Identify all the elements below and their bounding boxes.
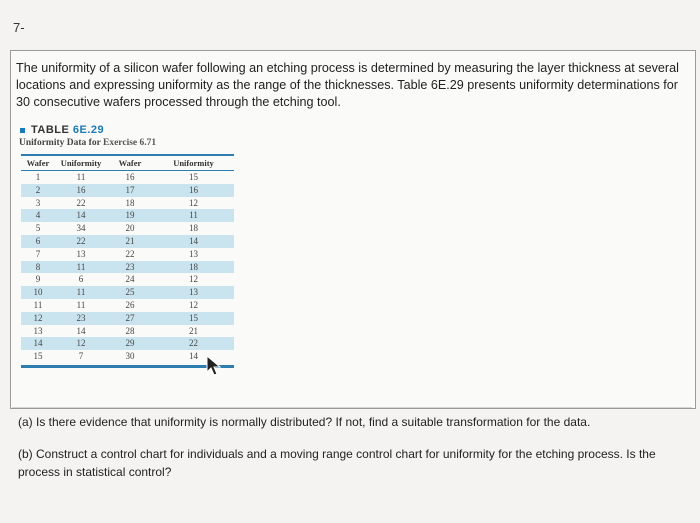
cell-uniformity: 16	[189, 184, 198, 195]
cell-wafer: 22	[125, 248, 135, 259]
cell-wafer: 21	[125, 235, 135, 246]
table-row	[21, 350, 234, 363]
cell-uniformity: 11	[189, 210, 198, 221]
cell-wafer: 17	[125, 184, 135, 195]
question-number: 7-	[13, 20, 25, 35]
cell-wafer: 30	[125, 351, 135, 362]
bullet-square-icon	[20, 128, 25, 133]
cell-wafer: 14	[33, 338, 43, 349]
table-bottom-rule	[21, 365, 234, 368]
cell-uniformity: 13	[189, 287, 198, 298]
cell-wafer: 15	[33, 351, 43, 362]
cell-uniformity: 14	[76, 325, 86, 336]
table-row	[21, 273, 234, 286]
cell-uniformity: 6	[78, 274, 84, 285]
cell-uniformity: 22	[76, 235, 86, 246]
cell-uniformity: 7	[78, 351, 84, 362]
table-row	[21, 337, 234, 350]
cell-wafer: 28	[125, 325, 135, 336]
cell-uniformity: 13	[189, 248, 198, 259]
cell-wafer: 6	[35, 235, 41, 246]
cell-uniformity: 12	[189, 299, 198, 310]
cell-uniformity: 11	[76, 261, 86, 272]
table-row	[21, 248, 234, 261]
cell-wafer: 29	[125, 338, 135, 349]
cell-uniformity: 12	[189, 274, 198, 285]
cell-uniformity: 18	[189, 223, 198, 234]
part-a-question: (a) Is there evidence that uniformity is normally distributed? If not, find a suitable transformation for the data.	[18, 415, 591, 429]
cell-wafer: 11	[33, 299, 43, 310]
cell-wafer: 24	[125, 274, 135, 285]
cell-uniformity: 15	[189, 172, 198, 182]
cell-uniformity: 18	[189, 261, 198, 272]
cell-wafer: 9	[35, 274, 41, 285]
table-row	[21, 261, 234, 274]
cell-wafer: 23	[125, 261, 135, 272]
cell-uniformity: 14	[189, 351, 198, 362]
table-subtitle	[19, 138, 156, 148]
cell-wafer: 7	[35, 248, 41, 259]
table-row	[21, 299, 234, 312]
cell-uniformity: 23	[76, 312, 86, 323]
cell-wafer: 25	[125, 287, 135, 298]
table-row	[21, 209, 234, 222]
cell-uniformity: 15	[189, 312, 198, 323]
header-uniformity-1: Uniformity	[60, 158, 102, 168]
cell-uniformity: 34	[76, 223, 86, 234]
table-row	[21, 171, 234, 184]
cell-uniformity: 16	[76, 184, 86, 195]
cell-uniformity: 11	[76, 287, 86, 298]
table-row	[21, 235, 234, 248]
cell-wafer: 13	[33, 325, 43, 336]
table-body	[21, 171, 234, 363]
cell-wafer: 3	[35, 197, 41, 208]
cell-wafer: 2	[35, 184, 41, 195]
cell-wafer: 19	[125, 210, 135, 221]
table-subtitle-ref: Exercise 6.71	[103, 138, 157, 148]
cell-uniformity: 12	[76, 338, 86, 349]
table-row	[21, 197, 234, 210]
table-label-prefix: TABLE	[31, 124, 70, 136]
part-b-question: (b) Construct a control chart for individuals and a moving range control chart for uniformity for the etching process. Is the process in statistical control?	[18, 447, 656, 479]
cell-wafer: 8	[35, 261, 41, 272]
cell-uniformity: 11	[76, 299, 86, 310]
cell-wafer: 1	[35, 172, 41, 182]
cell-wafer: 27	[125, 312, 135, 323]
problem-statement: The uniformity of a silicon wafer following an etching process is determined by measuring the layer thickness at several locations and expressing uniformity as the range of the thicknesses. Table 6E.29 presents uniformity determinations for 30 consecutive wafers processed through the etching tool.	[16, 61, 679, 109]
table-row	[21, 286, 234, 299]
header-wafer-1: Wafer	[26, 158, 50, 168]
cell-wafer: 18	[125, 197, 135, 208]
cell-uniformity: 22	[189, 338, 198, 349]
cell-uniformity: 12	[189, 197, 198, 208]
header-uniformity-2: Uniformity	[173, 158, 214, 168]
cell-uniformity: 13	[76, 248, 86, 259]
cell-wafer: 12	[33, 312, 43, 323]
cell-uniformity: 14	[189, 235, 198, 246]
table-row	[21, 184, 234, 197]
table-row	[21, 222, 234, 235]
cell-uniformity: 22	[76, 197, 86, 208]
table-row	[21, 312, 234, 325]
cell-uniformity: 14	[76, 210, 86, 221]
cell-wafer: 4	[35, 210, 41, 221]
cell-wafer: 20	[125, 223, 135, 234]
header-wafer-2: Wafer	[118, 158, 142, 168]
uniformity-table	[21, 154, 234, 368]
table-subtitle-main: Uniformity Data for	[19, 138, 103, 148]
cell-wafer: 16	[125, 172, 135, 182]
cell-wafer: 5	[35, 223, 41, 234]
mouse-pointer-icon	[206, 355, 222, 377]
table-row	[21, 325, 234, 338]
table-label-number: 6E.29	[72, 124, 105, 136]
table-header-row	[21, 156, 234, 170]
cell-wafer: 26	[125, 299, 135, 310]
cell-uniformity: 11	[76, 172, 86, 182]
cell-uniformity: 21	[189, 325, 198, 336]
table-label	[20, 124, 104, 136]
cell-wafer: 10	[33, 287, 43, 298]
